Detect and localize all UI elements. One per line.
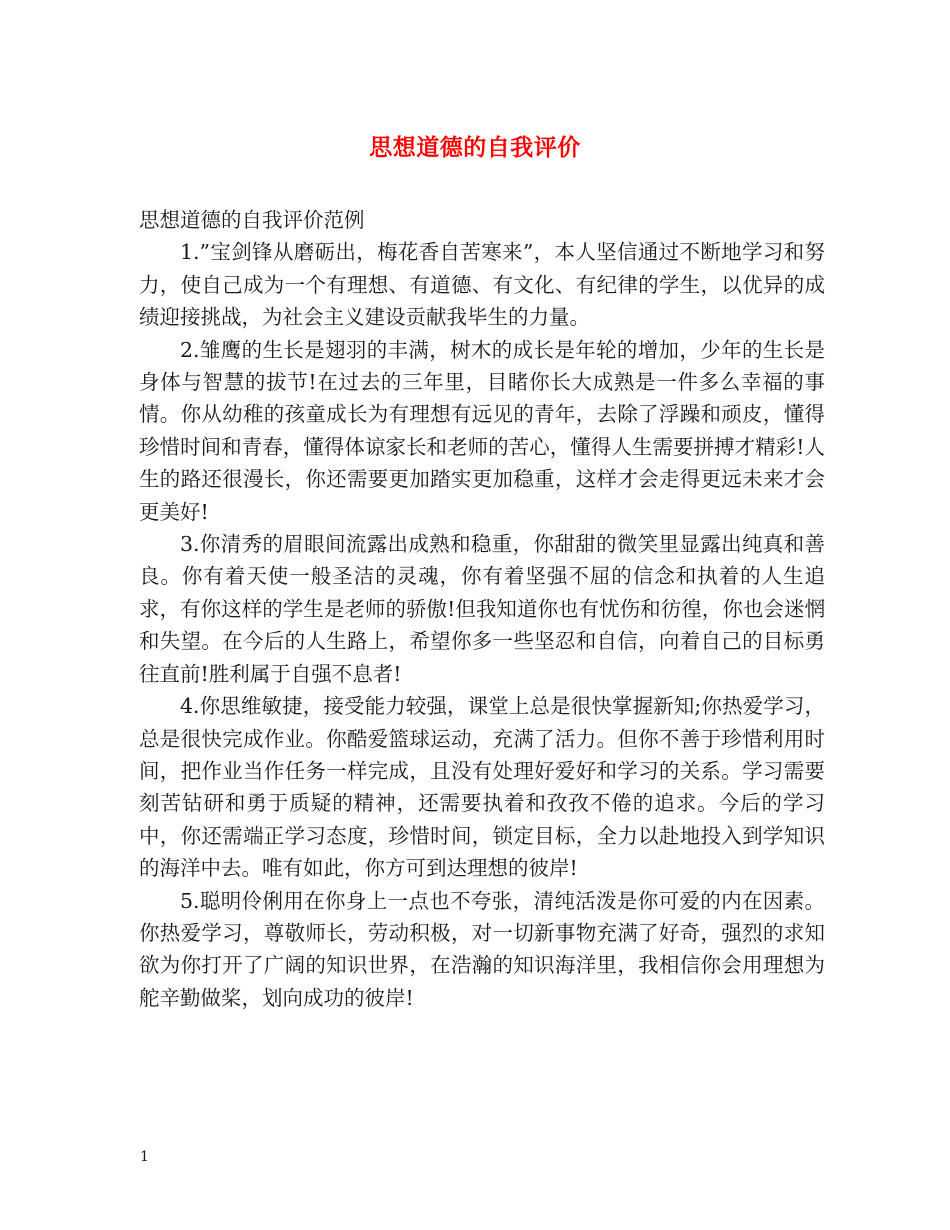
document-body — [139, 204, 825, 1014]
document-title: 思想道德的自我评价 — [369, 134, 581, 161]
page-number: 1 — [140, 1149, 149, 1165]
paragraph-1: 1.”宝剑锋从磨砺出，梅花香自苦寒来”，本人坚信通过不断地学习和努力，使自己成为一个有理想、有道德、有文化、有纪律的学生，以优异的成绩迎接挑战，为社会主义建设贡献我毕生的力量。 — [139, 240, 825, 330]
paragraph-2: 2.雏鹰的生长是翅羽的丰满，树木的成长是年轮的增加，少年的生长是身体与智慧的拔节!在过去的三年里，目睹你长大成熟是一件多么幸福的事情。你从幼稚的孩童成长为有理想有远见的青年，去除了浮躁和顽皮，懂得珍惜时间和青春，懂得体谅家长和老师的苦心，懂得人生需要拼搏才精彩!人生的路还很漫长，你还需要更加踏实更加稳重，这样才会走得更远未来才会更美好! — [139, 337, 825, 524]
paragraph-5: 5.聪明伶俐用在你身上一点也不夸张，清纯活泼是你可爱的内在因素。你热爱学习，尊敬师长，劳动积极，对一切新事物充满了好奇，强烈的求知欲为你打开了广阔的知识世界，在浩瀚的知识海洋里，我相信你会用理想为舵辛勤做桨，划向成功的彼岸! — [139, 888, 825, 1010]
paragraph-3: 3.你清秀的眉眼间流露出成熟和稳重，你甜甜的微笑里显露出纯真和善良。你有着天使一般圣洁的灵魂，你有着坚强不屈的信念和执着的人生追求，有你这样的学生是老师的骄傲!但我知道你也有忧伤和彷徨，你也会迷惘和失望。在今后的人生路上，希望你多一些坚忍和自信，向着自己的目标勇往直前!胜利属于自强不息者! — [139, 532, 825, 686]
document-subtitle: 思想道德的自我评价范例 — [139, 208, 365, 232]
paragraph-4: 4.你思维敏捷，接受能力较强，课堂上总是很快掌握新知;你热爱学习，总是很快完成作业。你酷爱篮球运动，充满了活力。但你不善于珍惜利用时间，把作业当作任务一样完成，且没有处理好爱好和学习的关系。学习需要刻苦钻研和勇于质疑的精神，还需要执着和孜孜不倦的追求。今后的学习中，你还需端正学习态度，珍惜时间，锁定目标，全力以赴地投入到学知识的海洋中去。唯有如此，你方可到达理想的彼岸! — [139, 694, 825, 881]
